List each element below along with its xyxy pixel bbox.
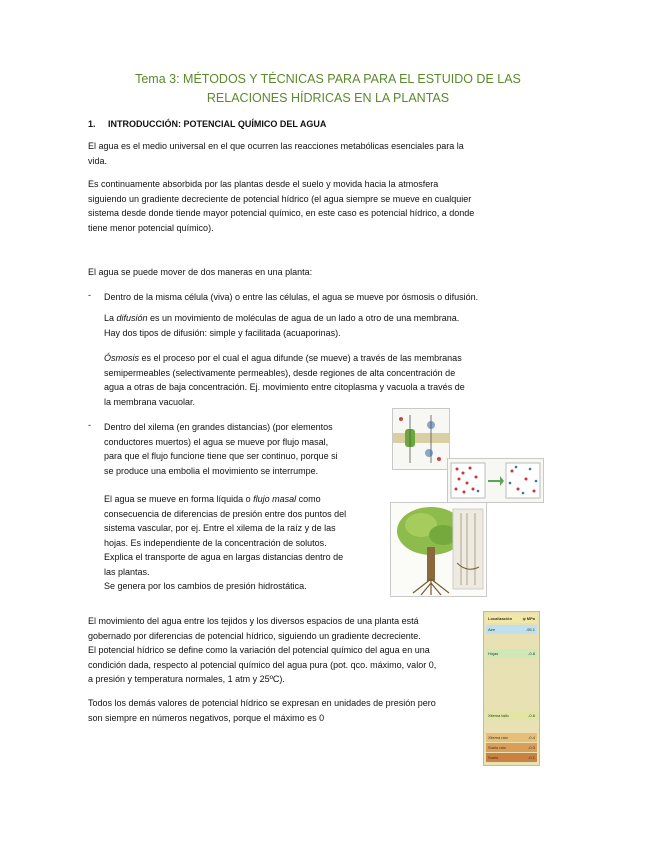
text-line: El potencial hídrico se define como la variación del potencial químico del agua en una	[88, 645, 430, 655]
text-line: Hay dos tipos de difusión: simple y facilitada (acuaporinas).	[104, 327, 341, 338]
section-heading	[88, 119, 326, 129]
text-line: semipermeables (selectivamente permeables), desde regiones de alta concentración de	[104, 367, 456, 378]
text-line: Todos los demás valores de potencial hídrico se expresan en unidades de presión pero	[88, 698, 436, 708]
bullet-marker: -	[88, 290, 91, 300]
header-psi: ψ MPa	[522, 616, 535, 621]
text-line: La difusión es un movimiento de moléculas de agua de un lado a otro de una membrana.	[104, 313, 460, 323]
section-number: 1.	[88, 119, 96, 129]
title-line-2: RELACIONES HÍDRICAS EN LA PLANTAS	[206, 91, 450, 105]
paragraph-2	[88, 177, 514, 235]
text-line: son siempre en números negativos, porque el máximo es 0	[88, 712, 325, 723]
text-line: la membrana vacuolar.	[104, 396, 196, 407]
text-line: Dentro del xilema (en grandes distancias) (por elementos	[104, 422, 333, 432]
tree-illustration	[390, 502, 487, 597]
term-flujo-masal: flujo masal	[253, 494, 297, 504]
bullet-marker: -	[88, 420, 91, 430]
table-header	[486, 614, 537, 623]
text-line: Explica el transporte de agua en largas distancias dentro de	[104, 552, 344, 562]
text-line: vida.	[88, 155, 108, 166]
table-row: Suelo -0.1	[488, 755, 535, 760]
text-line: sistema desde donde tiende mayor potencial químico, en este caso es potencial hídrico, a donde	[88, 208, 475, 218]
title-line-1: Tema 3: MÉTODOS Y TÉCNICAS PARA PARA EL ESTUIDO DE LAS	[135, 72, 521, 86]
text-line: Se genera por los cambios de presión hidrostática.	[104, 581, 307, 591]
text-line: conductores muertos) el agua se mueve por flujo masal,	[104, 436, 329, 447]
table-row: Suelo raíz -0.3	[488, 745, 535, 750]
text-line: agua a otras de baja concentración. Ej. movimiento entre citoplasma y vacuola a través de	[104, 382, 465, 392]
aquaporin-diagram	[392, 408, 450, 470]
text-line: consecuencia de diferencias de presión entre dos puntos del	[104, 508, 347, 519]
text-line: El movimiento del agua entre los tejidos y los diversos espacios de una planta está	[88, 616, 419, 626]
text-line: se produce una embolia el movimiento se interrumpe.	[104, 465, 319, 476]
header-location: Localización	[488, 616, 513, 621]
text-line: El agua se mueve en forma líquida o flujo masal como	[104, 494, 321, 504]
bullet-1-text: Dentro de la misma célula (viva) o entre las células, el agua se mueve por ósmosis o difusión.	[104, 292, 479, 302]
document-title	[88, 70, 568, 108]
term-difusion: difusión	[116, 313, 148, 323]
text-line: El agua es el medio universal en el que ocurren las reacciones metabólicas esenciales para la	[88, 141, 464, 151]
text-line: las plantas.	[104, 566, 150, 577]
text-line: Es continuamente absorbida por las plantas desde el suelo y movida hacia la atmosfera	[88, 179, 439, 189]
text-line: tiene menor potencial químico).	[88, 222, 214, 233]
water-potential-table	[483, 611, 540, 766]
table-row: Xilema raíz -0.4	[488, 735, 535, 740]
text-line: sistema vascular, por ej. Entre el xilema de la raíz y de las	[104, 523, 336, 533]
table-row: Xilema tallo -0.6	[488, 713, 535, 718]
text-line: hojas. Es independiente de la concentración de solutos.	[104, 537, 327, 548]
osmosis-paragraph	[104, 351, 514, 409]
paragraph-3: El agua se puede mover de dos maneras en una planta:	[88, 267, 313, 277]
text-line: a presión y temperatura normales, 1 atm y 25ºC).	[88, 674, 285, 684]
bullet-2-text	[104, 420, 374, 478]
negative-values-paragraph	[88, 696, 476, 725]
term-osmosis: Ósmosis	[104, 353, 140, 363]
water-potential-paragraph	[88, 614, 476, 687]
text-line: gobernado por diferencias de potencial hídrico, siguiendo un gradiente decreciente.	[88, 630, 421, 641]
mass-flow-paragraph	[104, 492, 374, 594]
paragraph-1	[88, 139, 514, 168]
diffusion-paragraph	[104, 311, 514, 340]
text-line: para que el flujo funcione tiene que ser continuo, porque si	[104, 451, 338, 461]
table-row: Hojas -0.8	[488, 651, 535, 656]
text-line: Ósmosis es el proceso por el cual el agua difunde (se mueve) a través de las membranas	[104, 353, 462, 363]
text-line: condición dada, respecto al potencial químico del agua pura (pot. qco. máximo, valor 0,	[88, 659, 437, 670]
table-row: Aire -95.1	[488, 627, 535, 632]
text-line: siguiendo un gradiente decreciente de potencial hídrico (el agua siempre se mueve en cualquier	[88, 193, 472, 204]
diffusion-diagram	[447, 458, 544, 503]
section-title: INTRODUCCIÓN: POTENCIAL QUÍMICO DEL AGUA	[108, 119, 327, 129]
